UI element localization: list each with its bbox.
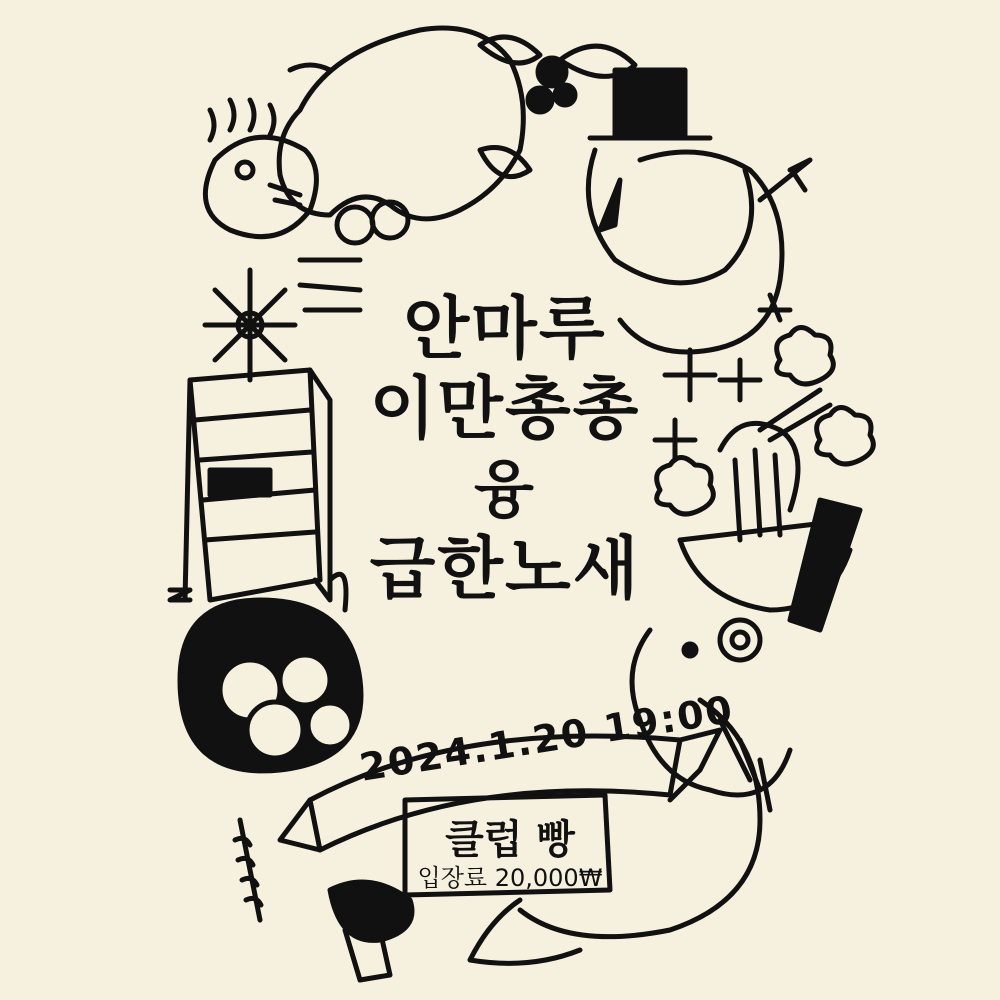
sparkle-icons (655, 350, 760, 460)
snowflake-icon (205, 260, 360, 380)
venue-name: 클럽 빵 (445, 817, 575, 863)
holly-icon (480, 37, 635, 177)
performer-3-name: 급한노새 (369, 530, 641, 609)
admission-fee: 입장료 20,000₩ (417, 864, 603, 892)
cabinet-icon (185, 370, 330, 600)
title-block (360, 290, 650, 610)
mushroom-icon (330, 882, 412, 980)
fruit-pot-icon (170, 574, 361, 771)
wheat-icon (235, 820, 261, 920)
fish-icon (205, 137, 316, 237)
performer-1-name: 안마루 (403, 290, 607, 369)
performer-2-name: 이만총총 (369, 370, 641, 449)
noodle-bowl-icon (680, 390, 860, 660)
title-conjunction: 융 (474, 453, 536, 526)
steam-lines-icon (210, 100, 274, 140)
ghost-creature-icon (279, 28, 523, 243)
event-date-time: 2024.1.20 19:00 (356, 687, 737, 790)
